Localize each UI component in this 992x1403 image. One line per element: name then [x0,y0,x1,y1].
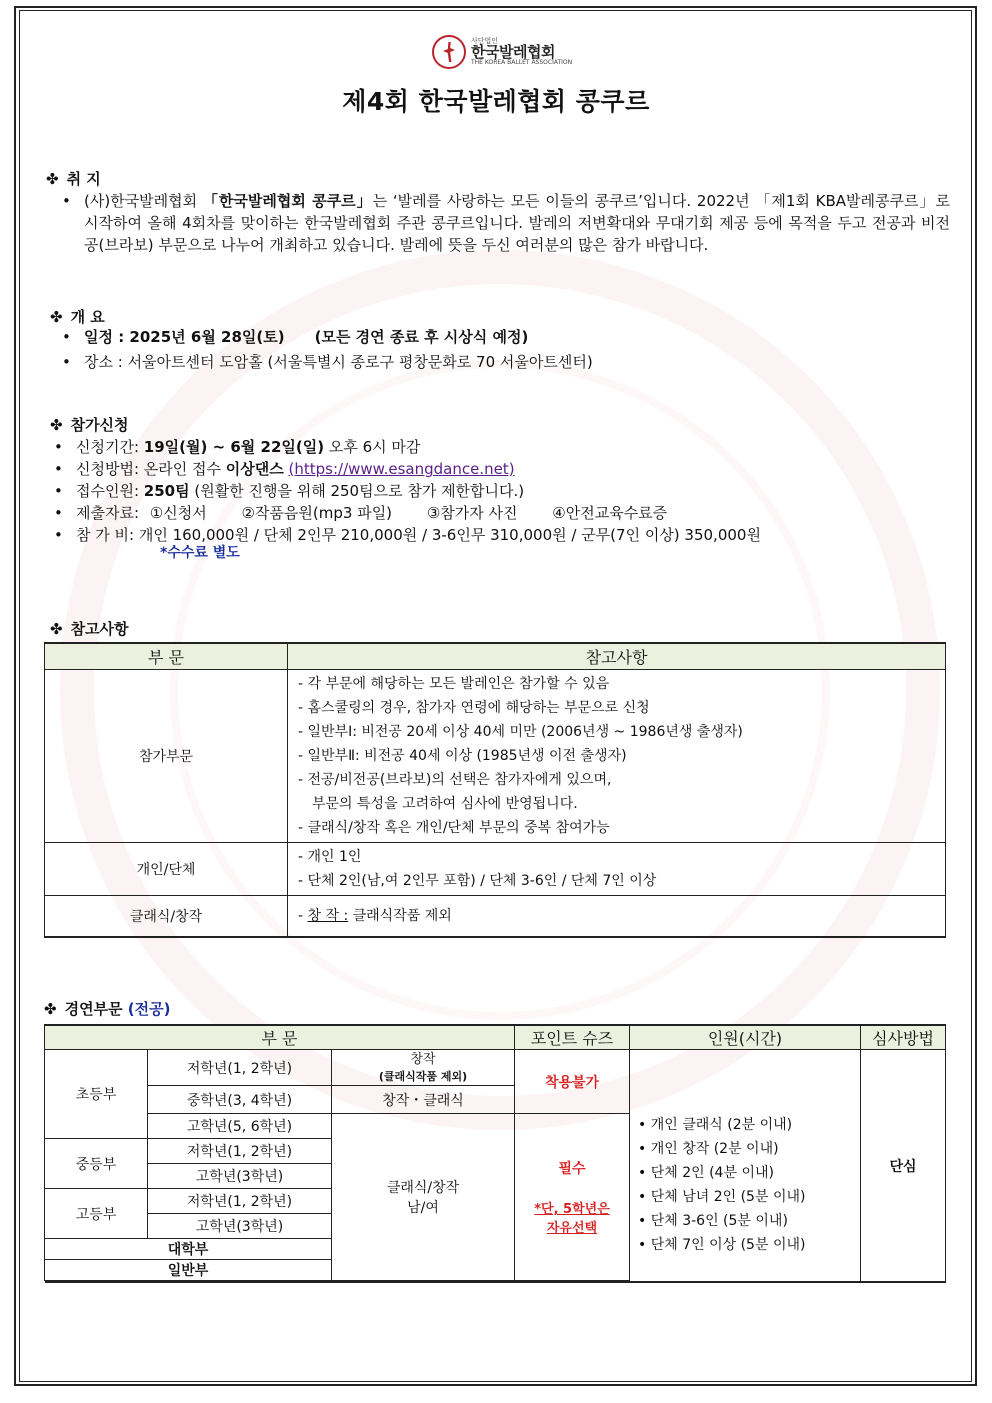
overview-venue: • 장소 : 서울아트센터 도암홀 (서울특별시 종로구 평창문화로 70 서울아트센터) [60,351,593,373]
method-site-name: 이상댄스 [225,460,284,478]
type-gender: 남/여 [407,1200,439,1216]
section-application-title: 참가신청 [70,416,129,434]
person-item: • 개인 창작 (2분 이내) [638,1137,860,1161]
doc-item: ①신청서 [149,504,207,522]
purpose-paragraph [60,190,950,256]
logo-org-type: 사단법인 [471,37,499,45]
overview-date-label: 일정 : 2025년 6월 28일(토) [84,328,285,346]
division-elementary: 초등부 [45,1050,148,1139]
club-icon: ✤ [50,308,63,326]
note-line: - 각 부문에 해당하는 모든 발레인은 참가할 수 있음 [298,676,610,692]
section-competition-title: 경연부문 [64,1000,123,1018]
page-title: 제4회 한국발레협회 콩쿠르 [342,87,650,116]
division-university: 대학부 [45,1239,332,1260]
period-label: 신청기간: [76,438,144,456]
notes-cell [288,896,946,938]
competition-table [44,1024,946,1283]
notes-category: 개인/단체 [45,843,288,896]
count-tail: (원활한 진행을 위해 250팀으로 참가 제한합니다.) [189,482,525,500]
grade-cell: 저학년(1, 2학년) [148,1050,332,1086]
fee-note: *수수료 별도 [160,545,240,561]
section-overview-heading [50,306,105,327]
notes-col-notes: 참고사항 [288,643,946,670]
pointe-required-cell [515,1114,630,1281]
club-icon: ✤ [50,620,63,638]
grade-cell: 고학년(5, 6학년) [148,1114,332,1139]
association-logo [432,32,572,72]
logo-org-english: THE KOREA BALLET ASSOCIATION [471,59,573,66]
division-general: 일반부 [45,1260,332,1281]
purpose-text-b: 는 ‘발레를 사랑하는 모든 이들의 콩쿠르’입니다. 2022년 「제1회 KBA발레콩쿠르」로 시작하여 올해 4회차를 맞이하는 한국발레협회 주관 콩쿠르입니다. 발레의 저변확대와 무대기회 제공 등에 목적을 두고 전공과 비전공(브라보) 부문으로 나누어 개최하고 있습니다. 발레에 뜻을 두신 여러분의 많은 참가 바랍니다. [84,192,951,254]
note-line-label: 창 작 : [307,908,349,924]
notes-table [44,642,946,938]
section-application-heading [50,414,129,435]
type-note: (클래식작품 제외) [378,1069,468,1083]
type-cell [332,1114,515,1281]
application-fee: • 참 가 비: 개인 160,000원 / 단체 2인무 210,000원 / 3-6인무 310,000원 / 군무(7인 이상) 350,000원 [52,524,761,546]
person-item: • 단체 7인 이상 (5분 이내) [638,1233,860,1257]
note-line: - 전공/비전공(브라보)의 선택은 참가자에게 있으며, [298,772,612,788]
period-dates: 19일(월) ~ 6월 22일(일) [143,438,325,456]
club-icon: ✤ [46,170,59,188]
logo-org-name: 한국발레협회 [471,43,555,61]
docs-label: 제출자료: [76,504,140,522]
esangdance-link[interactable]: (https://www.esangdance.net) [288,460,515,478]
application-period [52,436,761,458]
note-line-text: 클래식작품 제외 [348,908,452,924]
pointe-not-allowed: 착용불가 [515,1050,630,1114]
grade-cell: 중학년(3, 4학년) [148,1086,332,1114]
table-row [45,843,946,896]
note-line: - 일반부Ⅱ: 비전공 40세 이상 (1985년생 이전 출생자) [298,748,627,764]
application-list [52,436,761,546]
section-notes-heading [50,618,129,639]
count-value: 250팀 [143,482,190,500]
table-row [45,670,946,843]
doc-item: ②작품음원(mp3 파일) [241,504,393,522]
note-line: 부문의 특성을 고려하여 심사에 반영됩니다. [312,796,578,812]
method-label: 신청방법: 온라인 접수 [76,460,226,478]
type-cell: 창작・클래식 [332,1086,515,1114]
person-item: • 단체 3-6인 (5분 이내) [638,1209,860,1233]
ballet-dancer-icon [432,35,466,69]
pointe-required: 필수 [558,1161,586,1177]
comp-col-category: 부 문 [45,1025,515,1050]
overview-date [60,326,593,348]
club-icon: ✤ [50,416,63,434]
division-middle: 중등부 [45,1139,148,1189]
comp-col-pointe: 포인트 슈즈 [515,1025,630,1050]
person-item: • 단체 2인 (4분 이내) [638,1161,860,1185]
note-line: - 단체 2인(남,여 2인무 포함) / 단체 3-6인 / 단체 7인 이상 [298,873,657,889]
comp-col-persons: 인원(시간) [630,1025,861,1050]
period-tail: 오후 6시 마감 [324,438,421,456]
pointe-note: *단, 5학년은 [534,1202,610,1217]
notes-col-category: 부 문 [45,643,288,670]
note-line: - 개인 1인 [298,849,362,865]
type-cell [332,1050,515,1086]
purpose-text-bold: 「한국발레협회 콩쿠르」 [202,192,373,210]
person-item: • 개인 클래식 (2분 이내) [638,1113,860,1137]
note-line: - 클래식/창작 혹은 개인/단체 부문의 중복 참여가능 [298,820,610,836]
note-line: - 홈스쿨링의 경우, 참가자 연령에 해당하는 부문으로 신청 [298,700,650,716]
notes-cell [288,843,946,896]
note-line-prefix: - [298,908,308,924]
notes-cell [288,670,946,843]
type-label: 창작 [410,1051,436,1067]
application-count [52,480,761,502]
division-high: 고등부 [45,1189,148,1239]
section-competition-heading [44,998,170,1019]
table-row [45,896,946,938]
notes-category: 참가부문 [45,670,288,843]
count-label: 접수인원: [76,482,144,500]
notes-category: 클래식/창작 [45,896,288,938]
pointe-note: 자유선택 [546,1221,598,1236]
comp-col-judging: 심사방법 [861,1025,946,1050]
section-overview-title: 개 요 [70,308,105,326]
judging-cell: 단심 [861,1050,946,1283]
grade-cell: 고학년(3학년) [148,1214,332,1239]
section-competition-sub: (전공) [127,1000,171,1018]
application-documents [52,502,761,524]
section-notes-title: 참고사항 [70,620,129,638]
overview-list [60,326,593,373]
purpose-text-a: (사)한국발레협회 [84,192,203,210]
section-purpose-heading [46,168,101,189]
persons-cell [630,1050,861,1283]
grade-cell: 저학년(1, 2학년) [148,1139,332,1164]
section-purpose-title: 취 지 [66,170,101,188]
club-icon: ✤ [44,1000,57,1018]
person-item: • 단체 남녀 2인 (5분 이내) [638,1185,860,1209]
grade-cell: 고학년(3학년) [148,1164,332,1189]
doc-item: ④안전교육수료증 [552,504,668,522]
application-method [52,458,761,480]
grade-cell: 저학년(1, 2학년) [148,1189,332,1214]
type-label: 클래식/창작 [386,1180,460,1196]
note-line: - 일반부Ⅰ: 비전공 20세 이상 40세 미만 (2006년생 ~ 1986년생 출생자) [298,724,743,740]
doc-item: ③참가자 사진 [426,504,518,522]
overview-date-note: (모든 경연 종료 후 시상식 예정) [314,328,529,346]
